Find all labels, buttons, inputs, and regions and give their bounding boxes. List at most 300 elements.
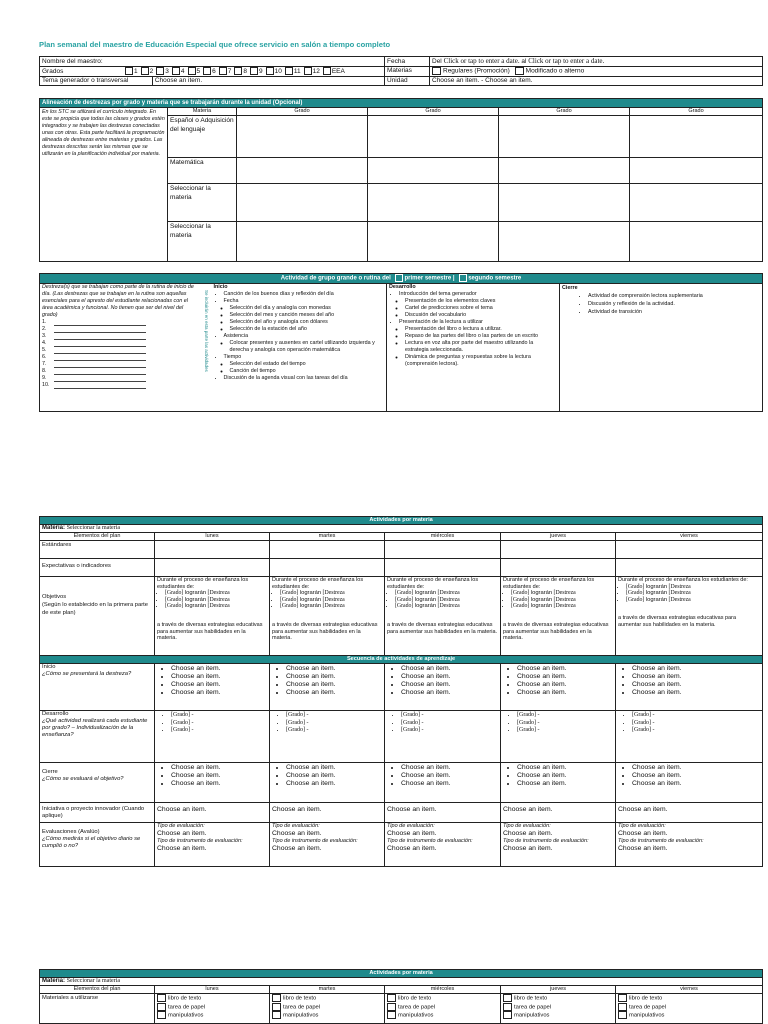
grade-checkbox[interactable] (156, 67, 164, 75)
objetivo-item[interactable] (626, 597, 760, 604)
desarrollo-grade-item[interactable]: • [Grado] - (632, 712, 760, 720)
col-grado-3: Grado (499, 108, 630, 116)
unit-select-1[interactable]: Choose an item. (432, 76, 480, 84)
iniciativa-select[interactable]: Choose an item. (155, 803, 270, 823)
objetivo-grade[interactable]: [Grado] (280, 603, 299, 610)
objetivo-grade[interactable]: [Grado] (280, 596, 299, 603)
desarrollo-grade-item[interactable]: • [Grado] - (401, 727, 498, 735)
cell[interactable] (616, 541, 763, 559)
skill-line[interactable] (42, 382, 200, 389)
cierre-select[interactable]: • Choose an item. (401, 772, 498, 780)
skill-line-number: 10. (42, 381, 50, 388)
objetivo-skill[interactable]: [Destreza (207, 590, 230, 597)
cierre-select[interactable]: • Choose an item. (517, 772, 613, 780)
material-checkbox[interactable] (387, 1003, 396, 1011)
first-semester-checkbox[interactable] (395, 274, 403, 282)
date-to-input[interactable]: Click or tap to enter a date. (528, 57, 605, 65)
material-option[interactable] (618, 994, 760, 1003)
objetivo-outro: a través de diversas estrategias educativas para aumentar sus habilidades en la materia. (618, 615, 737, 628)
inicio-select[interactable]: • Choose an item. (632, 673, 760, 681)
skill-line-blank[interactable] (54, 341, 146, 347)
second-semester-checkbox[interactable] (459, 274, 467, 282)
plan1-day-thu: jueves (501, 533, 616, 541)
desarrollo-subitem: ◦ Presentación de los elementos claves (405, 298, 557, 305)
inicio-label: Inicio (213, 283, 228, 290)
material-checkbox[interactable] (503, 994, 512, 1002)
skill-line[interactable] (42, 361, 200, 368)
skill-line-blank[interactable] (54, 362, 146, 368)
objetivo-grade[interactable]: [Grado] (626, 590, 645, 597)
inicio-select[interactable]: • Choose an item. (517, 665, 613, 673)
objetivo-grade[interactable]: [Grado] (395, 596, 414, 603)
objetivo-grade[interactable]: [Grado] (626, 596, 645, 603)
modified-label: Modificado o alterno (525, 67, 585, 75)
desarrollo-grade-item[interactable]: • [Grado] - (517, 720, 613, 728)
cierre-select[interactable]: • Choose an item. (171, 764, 267, 772)
tipo-instrumento-select[interactable]: Choose an item. (618, 845, 668, 852)
tipo-evaluacion-select[interactable]: Choose an item. (387, 830, 437, 837)
material-checkbox[interactable] (272, 1003, 281, 1011)
inicio-select[interactable]: • Choose an item. (171, 673, 267, 681)
grade-checkbox[interactable] (125, 67, 133, 75)
skill-line[interactable] (42, 354, 200, 361)
cierre-select[interactable]: • Choose an item. (632, 764, 760, 772)
unit-select[interactable] (430, 76, 763, 85)
subject-row-select-2[interactable]: Seleccionar la materia (168, 222, 237, 262)
material-option[interactable] (272, 994, 382, 1003)
objetivo-skill[interactable]: [Destreza (322, 596, 345, 603)
cierre-select[interactable]: • Choose an item. (632, 772, 760, 780)
cierre-select[interactable]: • Choose an item. (517, 764, 613, 772)
material-checkbox[interactable] (618, 1011, 627, 1019)
desarrollo-grade-item[interactable]: • [Grado] - (517, 727, 613, 735)
plan2-elements-label: Elementos del plan (40, 986, 155, 994)
modified-checkbox[interactable] (515, 67, 524, 75)
desarrollo-grade-item[interactable]: • [Grado] - (632, 727, 760, 735)
evaluacion-cell (385, 823, 501, 867)
material-option[interactable] (387, 1003, 498, 1012)
material-checkbox[interactable] (157, 994, 166, 1002)
cierre-item: • Discusión y reflexión de la actividad. (588, 300, 760, 308)
iniciativa-select[interactable]: Choose an item. (616, 803, 763, 823)
inicio-select[interactable]: • Choose an item. (401, 689, 498, 697)
tipo-evaluacion-label: Tipo de evaluación: (503, 823, 551, 829)
tipo-instrumento-label: Tipo de instrumento de evaluación: (387, 838, 473, 844)
teacher-label: Nombre del maestro: (42, 57, 103, 65)
grade-checkbox[interactable] (304, 67, 312, 75)
cell[interactable] (501, 541, 616, 559)
cierre-select[interactable]: • Choose an item. (401, 764, 498, 772)
objetivo-grade[interactable]: [Grado] (395, 590, 414, 597)
materials-cell (270, 994, 385, 1024)
material-label: libro de texto (514, 995, 548, 1002)
material-checkbox[interactable] (618, 1003, 627, 1011)
cierre-list (387, 764, 498, 788)
material-option[interactable] (503, 994, 613, 1003)
grade-label: 6 (212, 67, 216, 75)
inicio-item: • Canción de los buenos días y reflexión del día (224, 291, 385, 298)
grade-checkbox[interactable] (172, 67, 180, 75)
objetivo-list (387, 590, 498, 610)
tipo-instrumento-select[interactable]: Choose an item. (157, 845, 207, 852)
grade-checkbox[interactable] (234, 67, 242, 75)
objetivo-list (272, 590, 382, 610)
inicio-item: • Fecha (224, 298, 385, 305)
col-materia: Materia (168, 108, 237, 116)
grade-label: 4 (180, 67, 185, 75)
skill-line-blank[interactable] (54, 327, 146, 333)
objetivos-sub: (Según lo establecido en la primera parte de este plan) (42, 602, 149, 616)
objetivo-intro: Durante el proceso de enseñanza los estudiantes de: (503, 577, 595, 590)
objetivo-skill[interactable]: [Destreza (437, 603, 460, 610)
material-option[interactable] (618, 1011, 760, 1020)
objetivo-skill[interactable]: [Destreza (437, 596, 460, 603)
objetivo-item[interactable] (626, 584, 760, 591)
desarrollo-subitem: ◦ Discusión del vocabulario (405, 312, 557, 319)
objetivo-verb: lograrán (184, 603, 207, 610)
inicio-select[interactable]: • Choose an item. (171, 665, 267, 673)
objetivo-item[interactable] (395, 597, 498, 604)
cierre-select[interactable]: • Choose an item. (401, 780, 498, 788)
grade-checkbox[interactable] (323, 67, 331, 75)
material-checkbox[interactable] (157, 1011, 166, 1019)
estandares-label: Estándares (40, 541, 155, 559)
objetivo-grade[interactable]: [Grado] (511, 603, 530, 610)
tipo-evaluacion-select[interactable]: Choose an item. (157, 830, 207, 837)
desarrollo-grade-item[interactable]: • [Grado] - (632, 720, 760, 728)
objetivo-skill[interactable]: [Destreza (668, 583, 691, 590)
material-checkbox[interactable] (503, 1003, 512, 1011)
objetivo-skill[interactable]: [Destreza (668, 596, 691, 603)
objetivo-skill[interactable]: [Destreza (322, 603, 345, 610)
col-grado-4: Grado (630, 108, 763, 116)
material-checkbox[interactable] (387, 1011, 396, 1019)
material-option[interactable] (272, 1003, 382, 1012)
material-option[interactable] (387, 994, 498, 1003)
objetivo-intro: Durante el proceso de enseñanza los estudiantes de: (272, 577, 364, 590)
objetivo-item[interactable] (165, 590, 267, 597)
tiempo-sublist (214, 361, 385, 375)
desarrollo-grade-item[interactable]: • [Grado] - (286, 720, 382, 728)
plan1-subject-row (40, 525, 763, 533)
objetivo-grade[interactable]: [Grado] (165, 596, 184, 603)
objetivo-verb: lograrán (299, 590, 322, 597)
plan1-elements-label: Elementos del plan (40, 533, 155, 541)
objetivo-item[interactable] (511, 597, 613, 604)
cell[interactable] (501, 559, 616, 577)
desarrollo-day-cell (155, 711, 270, 763)
objetivo-item[interactable] (165, 603, 267, 610)
objetivo-grade[interactable]: [Grado] (626, 583, 645, 590)
grade-checkbox[interactable] (219, 67, 227, 75)
material-checkbox[interactable] (272, 994, 281, 1002)
iniciativa-select[interactable]: Choose an item. (270, 803, 385, 823)
col-grado-1: Grado (237, 108, 368, 116)
objetivo-grade[interactable]: [Grado] (395, 603, 414, 610)
desarrollo-grade-item[interactable]: • [Grado] - (286, 727, 382, 735)
material-checkbox[interactable] (272, 1011, 281, 1019)
desarrollo-subitem: ◦ Lectura en voz alta por parte del maestro utilizando la estrategia seleccionada. (405, 340, 557, 354)
material-option[interactable] (387, 1011, 498, 1020)
objetivo-cell[interactable] (501, 577, 616, 656)
inicio-select[interactable]: • Choose an item. (286, 673, 382, 681)
skill-line-number: 7. (42, 360, 47, 367)
inicio-select[interactable]: • Choose an item. (171, 681, 267, 689)
objetivo-skill[interactable]: [Destreza (437, 590, 460, 597)
skill-line-blank[interactable] (54, 355, 146, 361)
plan2-subject-select[interactable]: Seleccionar la materia (66, 978, 120, 984)
grade-checkbox[interactable] (250, 67, 258, 75)
material-option[interactable] (157, 1003, 267, 1012)
skill-line-blank[interactable] (54, 348, 146, 354)
cierre-select[interactable]: • Choose an item. (286, 780, 382, 788)
desarrollo-grade-item[interactable]: • [Grado] - (401, 712, 498, 720)
inicio-select[interactable]: • Choose an item. (632, 681, 760, 689)
inicio-select[interactable]: • Choose an item. (517, 673, 613, 681)
inicio-select[interactable]: • Choose an item. (286, 665, 382, 673)
material-label: manipulativos (398, 1012, 434, 1019)
grade-label: 7 (227, 67, 232, 75)
inicio-select[interactable]: • Choose an item. (171, 689, 267, 697)
material-option[interactable] (503, 1011, 613, 1020)
objetivo-grade[interactable]: [Grado] (165, 590, 184, 597)
desarrollo-grade-item[interactable]: • [Grado] - (401, 720, 498, 728)
grade-checkbox[interactable] (141, 67, 149, 75)
cierre-cell (616, 763, 763, 803)
desarrollo-subitem: ◦ Repaso de las partes del libro o las partes de un escrito (405, 333, 557, 340)
plan-cierre-label: Cierre (42, 769, 58, 775)
plan1-day-wed: miércoles (385, 533, 501, 541)
inicio-select[interactable]: • Choose an item. (517, 689, 613, 697)
objetivo-intro: Durante el proceso de enseñanza los estudiantes de: (387, 577, 479, 590)
expectativas-label: Expectativas o indicadores (40, 559, 155, 577)
skill-line-blank[interactable] (54, 376, 146, 382)
objetivo-grade[interactable]: [Grado] (511, 590, 530, 597)
objetivo-skill[interactable]: [Destreza (553, 590, 576, 597)
material-checkbox[interactable] (503, 1011, 512, 1019)
objetivo-grade[interactable]: [Grado] (165, 603, 184, 610)
objetivo-item[interactable] (395, 590, 498, 597)
objetivo-skill[interactable]: [Destreza (207, 603, 230, 610)
tipo-evaluacion-select[interactable]: Choose an item. (272, 830, 322, 837)
materials-cell (501, 994, 616, 1024)
material-label: manipulativos (283, 1012, 319, 1019)
alignment-table (39, 98, 763, 262)
tipo-evaluacion-select[interactable]: Choose an item. (503, 830, 553, 837)
objetivo-skill[interactable]: [Destreza (553, 603, 576, 610)
cell[interactable] (155, 559, 270, 577)
objetivo-item[interactable] (395, 603, 498, 610)
plan1-subject-label: Materia: (42, 525, 66, 531)
grade-checkboxes (122, 68, 345, 75)
objetivo-cell[interactable] (616, 577, 763, 656)
plan1-day-tue: martes (270, 533, 385, 541)
cierre-select[interactable]: • Choose an item. (171, 772, 267, 780)
desarrollo-grade-item[interactable]: • [Grado] - (286, 712, 382, 720)
inicio-list (272, 665, 382, 697)
cierre-select[interactable]: • Choose an item. (171, 780, 267, 788)
subject-row-math[interactable]: Matemática (168, 158, 237, 184)
objetivo-item[interactable] (511, 603, 613, 610)
iniciativa-select[interactable]: Choose an item. (385, 803, 501, 823)
objetivo-verb: lograrán (184, 596, 207, 603)
objetivo-verb: lograrán (184, 590, 207, 597)
objetivo-item[interactable] (626, 590, 760, 597)
tiempo-subitem: ◦ Canción del tiempo (230, 368, 385, 375)
skill-line-number: 4. (42, 339, 47, 346)
theme-label: Tema generador o transversal (42, 77, 153, 85)
objetivo-item[interactable] (280, 597, 382, 604)
skills-intro: Destreza(s) que se trabajan como parte de la rutina de inicio de día. (Las destrezas que se trabajan en la rutina son aquellas esenciales para el apresto del estudiante relacionadas con el área académica y funcional. No tienen que ser del nivel del grado) (42, 283, 194, 318)
iniciativa-select[interactable]: Choose an item. (501, 803, 616, 823)
evaluacion-cell (155, 823, 270, 867)
regular-checkbox[interactable] (432, 67, 441, 75)
objetivo-item[interactable] (280, 590, 382, 597)
objetivo-item[interactable] (511, 590, 613, 597)
material-label: manipulativos (514, 1012, 550, 1019)
objetivo-skill[interactable]: [Destreza (553, 596, 576, 603)
skill-line-blank[interactable] (54, 369, 146, 375)
grade-checkbox[interactable] (188, 67, 196, 75)
objetivo-grade[interactable]: [Grado] (280, 590, 299, 597)
skill-line[interactable] (42, 319, 200, 326)
desarrollo-day-list (618, 712, 760, 735)
evaluacion-cell (501, 823, 616, 867)
material-checkbox[interactable] (618, 994, 627, 1002)
desarrollo-grade-item[interactable]: • [Grado] - (171, 727, 267, 735)
skill-line-blank[interactable] (54, 383, 146, 389)
material-option[interactable] (157, 1011, 267, 1020)
skill-line[interactable] (42, 368, 200, 375)
subject-row-select-1[interactable]: Seleccionar la materia (168, 184, 237, 222)
grades-label: Grados (42, 67, 64, 75)
cierre-select[interactable]: • Choose an item. (517, 780, 613, 788)
inicio-select[interactable]: • Choose an item. (632, 665, 760, 673)
objetivo-item[interactable] (165, 597, 267, 604)
plan1-title: Actividades por materia (40, 517, 763, 525)
inicio-select[interactable]: • Choose an item. (632, 689, 760, 697)
tipo-instrumento-select[interactable]: Choose an item. (387, 845, 437, 852)
tipo-instrumento-select[interactable]: Choose an item. (272, 845, 322, 852)
cell[interactable] (270, 559, 385, 577)
cell[interactable] (270, 541, 385, 559)
desarrollo-a-sublist (389, 298, 557, 319)
unit-select-2[interactable]: Choose an item. (485, 76, 533, 84)
cierre-select[interactable]: • Choose an item. (632, 780, 760, 788)
grade-label: 12 (312, 67, 320, 75)
cell[interactable] (616, 559, 763, 577)
skill-line[interactable] (42, 375, 200, 382)
cierre-cell (270, 763, 385, 803)
desarrollo-grade-item[interactable]: • [Grado] - (517, 712, 613, 720)
grade-checkbox[interactable] (203, 67, 211, 75)
teacher-field[interactable] (40, 57, 385, 67)
plan2-day-header (40, 986, 763, 994)
grade-label: EEA (331, 67, 345, 75)
grade-checkbox[interactable] (266, 67, 274, 75)
cierre-select[interactable]: • Choose an item. (286, 764, 382, 772)
desarrollo-grade-item[interactable]: • [Grado] - (171, 720, 267, 728)
inicio-select[interactable]: • Choose an item. (401, 673, 498, 681)
objetivo-item[interactable] (280, 603, 382, 610)
material-checkbox[interactable] (157, 1003, 166, 1011)
inicio-select[interactable]: • Choose an item. (286, 689, 382, 697)
inicio-cell (155, 664, 270, 711)
group-title-text: Actividad de grupo grande o rutina del (280, 275, 391, 282)
regular-label: Regulares (Promoción) (443, 67, 510, 75)
objetivo-verb: lograrán (530, 603, 553, 610)
objetivo-verb: lograrán (530, 596, 553, 603)
skill-line-blank[interactable] (54, 334, 146, 340)
material-label: tarea de papel (629, 1004, 667, 1011)
skill-line[interactable] (42, 333, 200, 340)
inicio-item: • Tiempo (224, 354, 385, 361)
material-option[interactable] (618, 1003, 760, 1012)
tipo-evaluacion-label: Tipo de evaluación: (157, 823, 205, 829)
objetivo-skill[interactable]: [Destreza (322, 590, 345, 597)
fecha-subitem: ◦ Selección del mes y canción meses del año (230, 312, 385, 319)
cell[interactable] (385, 559, 501, 577)
objetivo-cell[interactable] (270, 577, 385, 656)
material-checkbox[interactable] (387, 994, 396, 1002)
cell[interactable] (155, 541, 270, 559)
inicio-select[interactable]: • Choose an item. (286, 681, 382, 689)
grade-checkbox[interactable] (285, 67, 293, 75)
fecha-subitem: ◦ Selección del día y analogía con monedas (230, 305, 385, 312)
inicio-select[interactable]: • Choose an item. (401, 665, 498, 673)
date-from-input[interactable]: Click or tap to enter a date. (443, 57, 520, 65)
tipo-evaluacion-label: Tipo de evaluación: (618, 823, 666, 829)
plan1-subject-select[interactable]: Seleccionar la materia (66, 525, 120, 531)
skill-line[interactable] (42, 347, 200, 354)
plan2-title: Actividades por materia (40, 970, 763, 978)
vertical-note (202, 283, 212, 411)
materials-cell (385, 994, 501, 1024)
objetivo-skill[interactable]: [Destreza (207, 596, 230, 603)
page-title: Plan semanal del maestro de Educación Especial que ofrece servicio en salón a tiempo completo (39, 40, 391, 49)
cierre-select[interactable]: • Choose an item. (286, 772, 382, 780)
cierre-list (618, 764, 760, 788)
cell[interactable] (385, 541, 501, 559)
material-option[interactable] (503, 1003, 613, 1012)
inicio-list (157, 665, 267, 697)
objetivo-grade[interactable]: [Grado] (511, 596, 530, 603)
inicio-select[interactable]: • Choose an item. (517, 681, 613, 689)
desarrollo-item: • Introducción del tema generador (399, 291, 557, 298)
vertical-text: Se incluirán en esta parte las actividades (204, 289, 209, 372)
tipo-evaluacion-label: Tipo de evaluación: (387, 823, 435, 829)
material-option[interactable] (272, 1011, 382, 1020)
theme-select[interactable]: Choose an item. (154, 76, 203, 84)
tipo-evaluacion-select[interactable]: Choose an item. (618, 830, 668, 837)
skill-line[interactable] (42, 326, 200, 333)
objetivo-skill[interactable]: [Destreza (668, 590, 691, 597)
objetivo-verb: lograrán (530, 590, 553, 597)
subject-row-spanish[interactable]: Español o Adquisición del lenguaje (168, 116, 237, 158)
desarrollo-subitem: ◦ Presentación del libro o lectura a utilizar. (405, 326, 557, 333)
skill-line[interactable] (42, 340, 200, 347)
desarrollo-grade-item[interactable]: • [Grado] - (171, 712, 267, 720)
cierre-item: • Actividad de transición (588, 308, 760, 316)
inicio-select[interactable]: • Choose an item. (401, 681, 498, 689)
objetivo-verb: lograrán (414, 596, 437, 603)
material-option[interactable] (157, 994, 267, 1003)
evaluaciones-question: ¿Cómo medirás si el objetivo diario se cumplió o no? (42, 836, 141, 849)
objetivo-cell[interactable] (385, 577, 501, 656)
tipo-instrumento-select[interactable]: Choose an item. (503, 845, 553, 852)
skill-line-blank[interactable] (54, 320, 146, 326)
objetivo-cell[interactable] (155, 577, 270, 656)
